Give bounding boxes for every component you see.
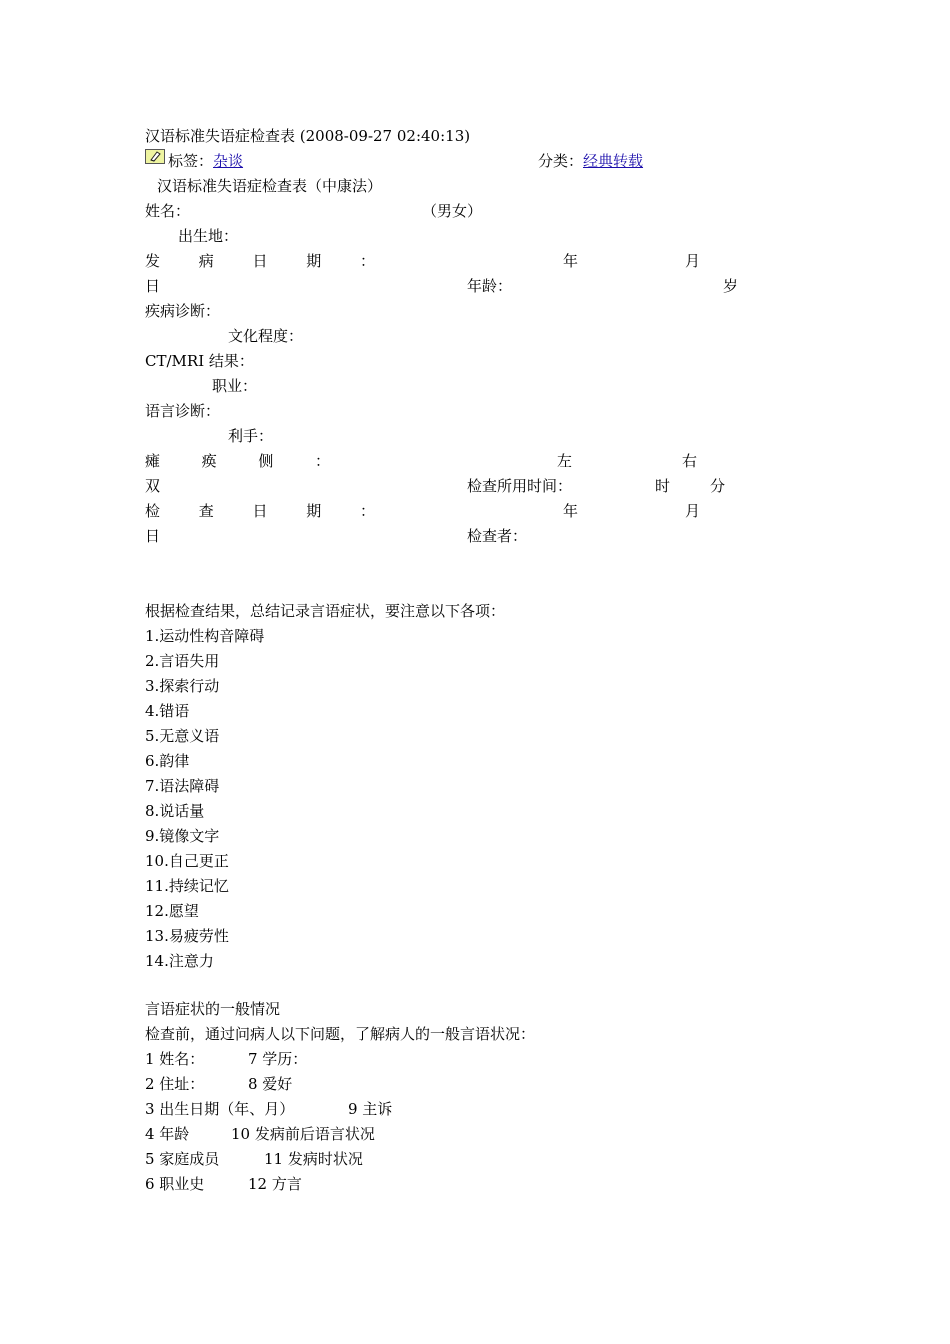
onset-char: 病 xyxy=(198,252,214,270)
question-a: 5 家庭成员 xyxy=(145,1150,220,1168)
onset-day: 日 xyxy=(145,277,161,295)
onset-month: 月 xyxy=(685,252,701,270)
exam-month: 月 xyxy=(685,502,701,520)
category-row xyxy=(538,150,643,172)
exam-date-char: ： xyxy=(359,502,375,520)
category-label: 分类： xyxy=(538,152,584,170)
question-b: 8 爱好 xyxy=(248,1075,293,1093)
exam-date-char: 日 xyxy=(252,502,268,520)
exam-year: 年 xyxy=(563,502,579,520)
onset-char: 发 xyxy=(145,252,161,270)
question-a: 6 职业史 xyxy=(145,1175,205,1193)
exam-minute: 分 xyxy=(710,477,726,495)
tag-link[interactable]: 杂谈 xyxy=(213,152,244,170)
exam-date-char: 检 xyxy=(145,502,161,520)
tag-icon xyxy=(145,149,165,164)
tag-label: 标签： xyxy=(168,152,214,170)
exam-day: 日 xyxy=(145,527,161,545)
question-b: 7 学历： xyxy=(248,1050,308,1068)
exam-date-char: 期 xyxy=(306,502,322,520)
age-unit: 岁 xyxy=(723,277,739,295)
handedness-label: 利手： xyxy=(228,427,274,445)
symptom-item: 2.言语失用 xyxy=(145,652,220,670)
symptom-item: 1.运动性构音障碍 xyxy=(145,627,265,645)
symptom-item: 5.无意义语 xyxy=(145,727,220,745)
question-a: 1 姓名： xyxy=(145,1050,205,1068)
symptom-item: 3.探索行动 xyxy=(145,677,220,695)
side-right: 右 xyxy=(682,452,698,470)
name-label: 姓名： xyxy=(145,202,191,220)
ctmri-label: CT/MRI 结果： xyxy=(145,352,254,370)
onset-char: 期 xyxy=(306,252,322,270)
post-title: 汉语标准失语症检查表 (2008-09-27 02:40:13) xyxy=(145,127,471,145)
paralysis-char: ： xyxy=(314,452,330,470)
symptom-item: 10.自己更正 xyxy=(145,852,229,870)
question-b: 12 方言 xyxy=(248,1175,302,1193)
question-a: 4 年龄 xyxy=(145,1125,190,1143)
exam-hour: 时 xyxy=(655,477,671,495)
symptom-item: 9.镜像文字 xyxy=(145,827,220,845)
question-a: 3 出生日期（年、月） xyxy=(145,1100,295,1118)
general-intro: 检查前，通过问病人以下问题，了解病人的一般言语状况： xyxy=(145,1025,536,1043)
paralysis-char: 侧 xyxy=(258,452,274,470)
symptom-item: 11.持续记忆 xyxy=(145,877,229,895)
general-title: 言语症状的一般情况 xyxy=(145,1000,281,1018)
symptom-item: 13.易疲劳性 xyxy=(145,927,229,945)
question-a: 2 住址： xyxy=(145,1075,205,1093)
pencil-icon xyxy=(148,150,162,162)
onset-char: ： xyxy=(359,252,375,270)
symptom-item: 7.语法障碍 xyxy=(145,777,220,795)
summary-intro: 根据检查结果，总结记录言语症状，要注意以下各项： xyxy=(145,602,506,620)
side-left: 左 xyxy=(557,452,573,470)
paralysis-side-label xyxy=(145,450,330,472)
exam-time-label: 检查所用时间： xyxy=(467,477,573,495)
symptom-item: 12.愿望 xyxy=(145,902,199,920)
gender-label: （男女） xyxy=(422,202,483,220)
examiner-label: 检查者： xyxy=(467,527,528,545)
question-b: 10 发病前后语言状况 xyxy=(231,1125,375,1143)
question-b: 11 发病时状况 xyxy=(264,1150,363,1168)
onset-char: 日 xyxy=(252,252,268,270)
language-diagnosis-label: 语言诊断： xyxy=(145,402,221,420)
exam-date-label xyxy=(145,500,375,522)
side-both: 双 xyxy=(145,477,161,495)
symptom-item: 6.韵律 xyxy=(145,752,190,770)
onset-date-label xyxy=(145,250,375,272)
category-link[interactable]: 经典转载 xyxy=(583,152,644,170)
tag-row xyxy=(168,150,243,172)
onset-year: 年 xyxy=(563,252,579,270)
education-label: 文化程度： xyxy=(228,327,304,345)
paralysis-char: 瘫 xyxy=(145,452,161,470)
symptom-item: 8.说话量 xyxy=(145,802,205,820)
disease-diagnosis-label: 疾病诊断： xyxy=(145,302,221,320)
exam-date-char: 查 xyxy=(198,502,214,520)
age-label: 年龄： xyxy=(467,277,513,295)
birthplace-label: 出生地： xyxy=(178,227,239,245)
form-subtitle: 汉语标准失语症检查表（中康法） xyxy=(157,177,383,195)
question-b: 9 主诉 xyxy=(348,1100,393,1118)
symptom-item: 14.注意力 xyxy=(145,952,214,970)
symptom-item: 4.错语 xyxy=(145,702,190,720)
occupation-label: 职业： xyxy=(212,377,258,395)
paralysis-char: 痪 xyxy=(201,452,217,470)
